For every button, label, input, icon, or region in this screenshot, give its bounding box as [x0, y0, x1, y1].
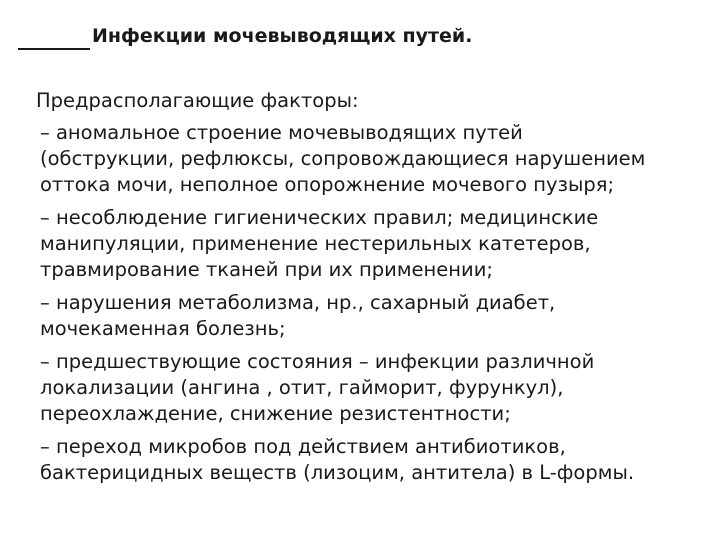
factor-text-line: – аномальное строение мочевыводящих путей	[40, 121, 523, 144]
factor-text-line: бактерицидных веществ (лизоцим, антитела) в L-формы.	[40, 461, 635, 484]
factor-text-line: манипуляции, применение нестерильных катетеров,	[40, 232, 591, 255]
factor-text-line: травмирование тканей при их применении;	[40, 258, 493, 281]
factor-text-line: – предшествующие состояния – инфекции различной	[40, 350, 595, 373]
factors-list	[40, 120, 700, 493]
factor-item	[40, 120, 700, 198]
factor-text-line: оттока мочи, неполное опорожнение мочевого пузыря;	[40, 173, 615, 196]
factor-text-line: локализации (ангина , отит, гайморит, фурункул),	[40, 376, 564, 399]
title-row	[18, 22, 558, 52]
section-subtitle: Предрасполагающие факторы:	[36, 89, 359, 112]
factor-item	[40, 349, 700, 427]
factor-text-line: – несоблюдение гигиенических правил; медицинские	[40, 206, 599, 229]
factor-item	[40, 290, 700, 342]
factor-text-line: – переход микробов под действием антибиотиков,	[40, 435, 566, 458]
factor-text-line: (обструкции, рефлюксы, сопровождающиеся нарушением	[40, 147, 646, 170]
title-underline-decoration	[18, 48, 90, 50]
factor-item	[40, 205, 700, 283]
factor-text-line: переохлаждение, снижение резистентности;	[40, 402, 511, 425]
factor-text-line: – нарушения метаболизма, нр., сахарный диабет,	[40, 291, 556, 314]
factor-item	[40, 434, 700, 486]
page-title: Инфекции мочевыводящих путей.	[92, 25, 473, 47]
factor-text-line: мочекаменная болезнь;	[40, 317, 286, 340]
